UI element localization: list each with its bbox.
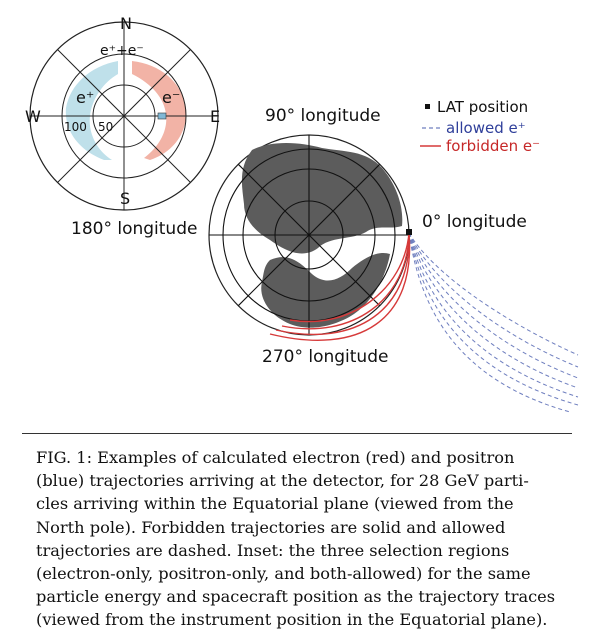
electron-region — [132, 61, 186, 160]
legend-allowed: allowed e⁺ — [446, 119, 526, 137]
compass-east: E — [210, 107, 221, 126]
allowed-trajectories — [409, 233, 578, 412]
caption-line: (blue) trajectories arriving at the detector, for 28 GeV parti- — [36, 471, 529, 491]
label-270-longitude: 270° longitude — [262, 347, 389, 367]
compass-north: N — [120, 14, 132, 33]
caption-divider — [22, 433, 572, 434]
label-90-longitude: 90° longitude — [265, 106, 381, 126]
legend-lat-position: LAT position — [437, 98, 529, 116]
inset-marker — [158, 113, 166, 119]
caption-line: North pole). Forbidden trajectories are solid and allowed — [36, 517, 506, 537]
label-ring-50: 50 — [98, 120, 114, 134]
positron-region — [66, 61, 118, 160]
label-positron: e⁺ — [76, 88, 95, 107]
caption-line: (electron-only, positron-only, and both-allowed) for the same — [36, 564, 531, 584]
legend — [420, 98, 540, 155]
caption-line: trajectories are dashed. Inset: the three selection regions — [36, 540, 510, 560]
compass-west: W — [25, 107, 41, 126]
label-electron: e⁻ — [162, 88, 181, 107]
inset-sky-map — [25, 14, 220, 210]
legend-lat-marker — [425, 104, 430, 109]
caption-line: (viewed from the instrument position in the Equatorial plane). — [36, 610, 548, 630]
legend-forbidden: forbidden e⁻ — [446, 137, 541, 155]
compass-south: S — [120, 189, 131, 208]
caption-line: FIG. 1: Examples of calculated electron (red) and positron — [36, 448, 515, 467]
label-180-longitude: 180° longitude — [71, 219, 198, 239]
lat-position-marker — [406, 229, 412, 235]
label-both-allowed: e⁺+e⁻ — [100, 43, 144, 59]
caption-line: cles arriving within the Equatorial plane (viewed from the — [36, 494, 514, 514]
figure-caption — [36, 446, 579, 632]
caption-line: particle energy and spacecraft position as the trajectory traces — [36, 587, 556, 607]
label-ring-100: 100 — [64, 120, 87, 134]
label-0-longitude: 0° longitude — [422, 212, 527, 232]
